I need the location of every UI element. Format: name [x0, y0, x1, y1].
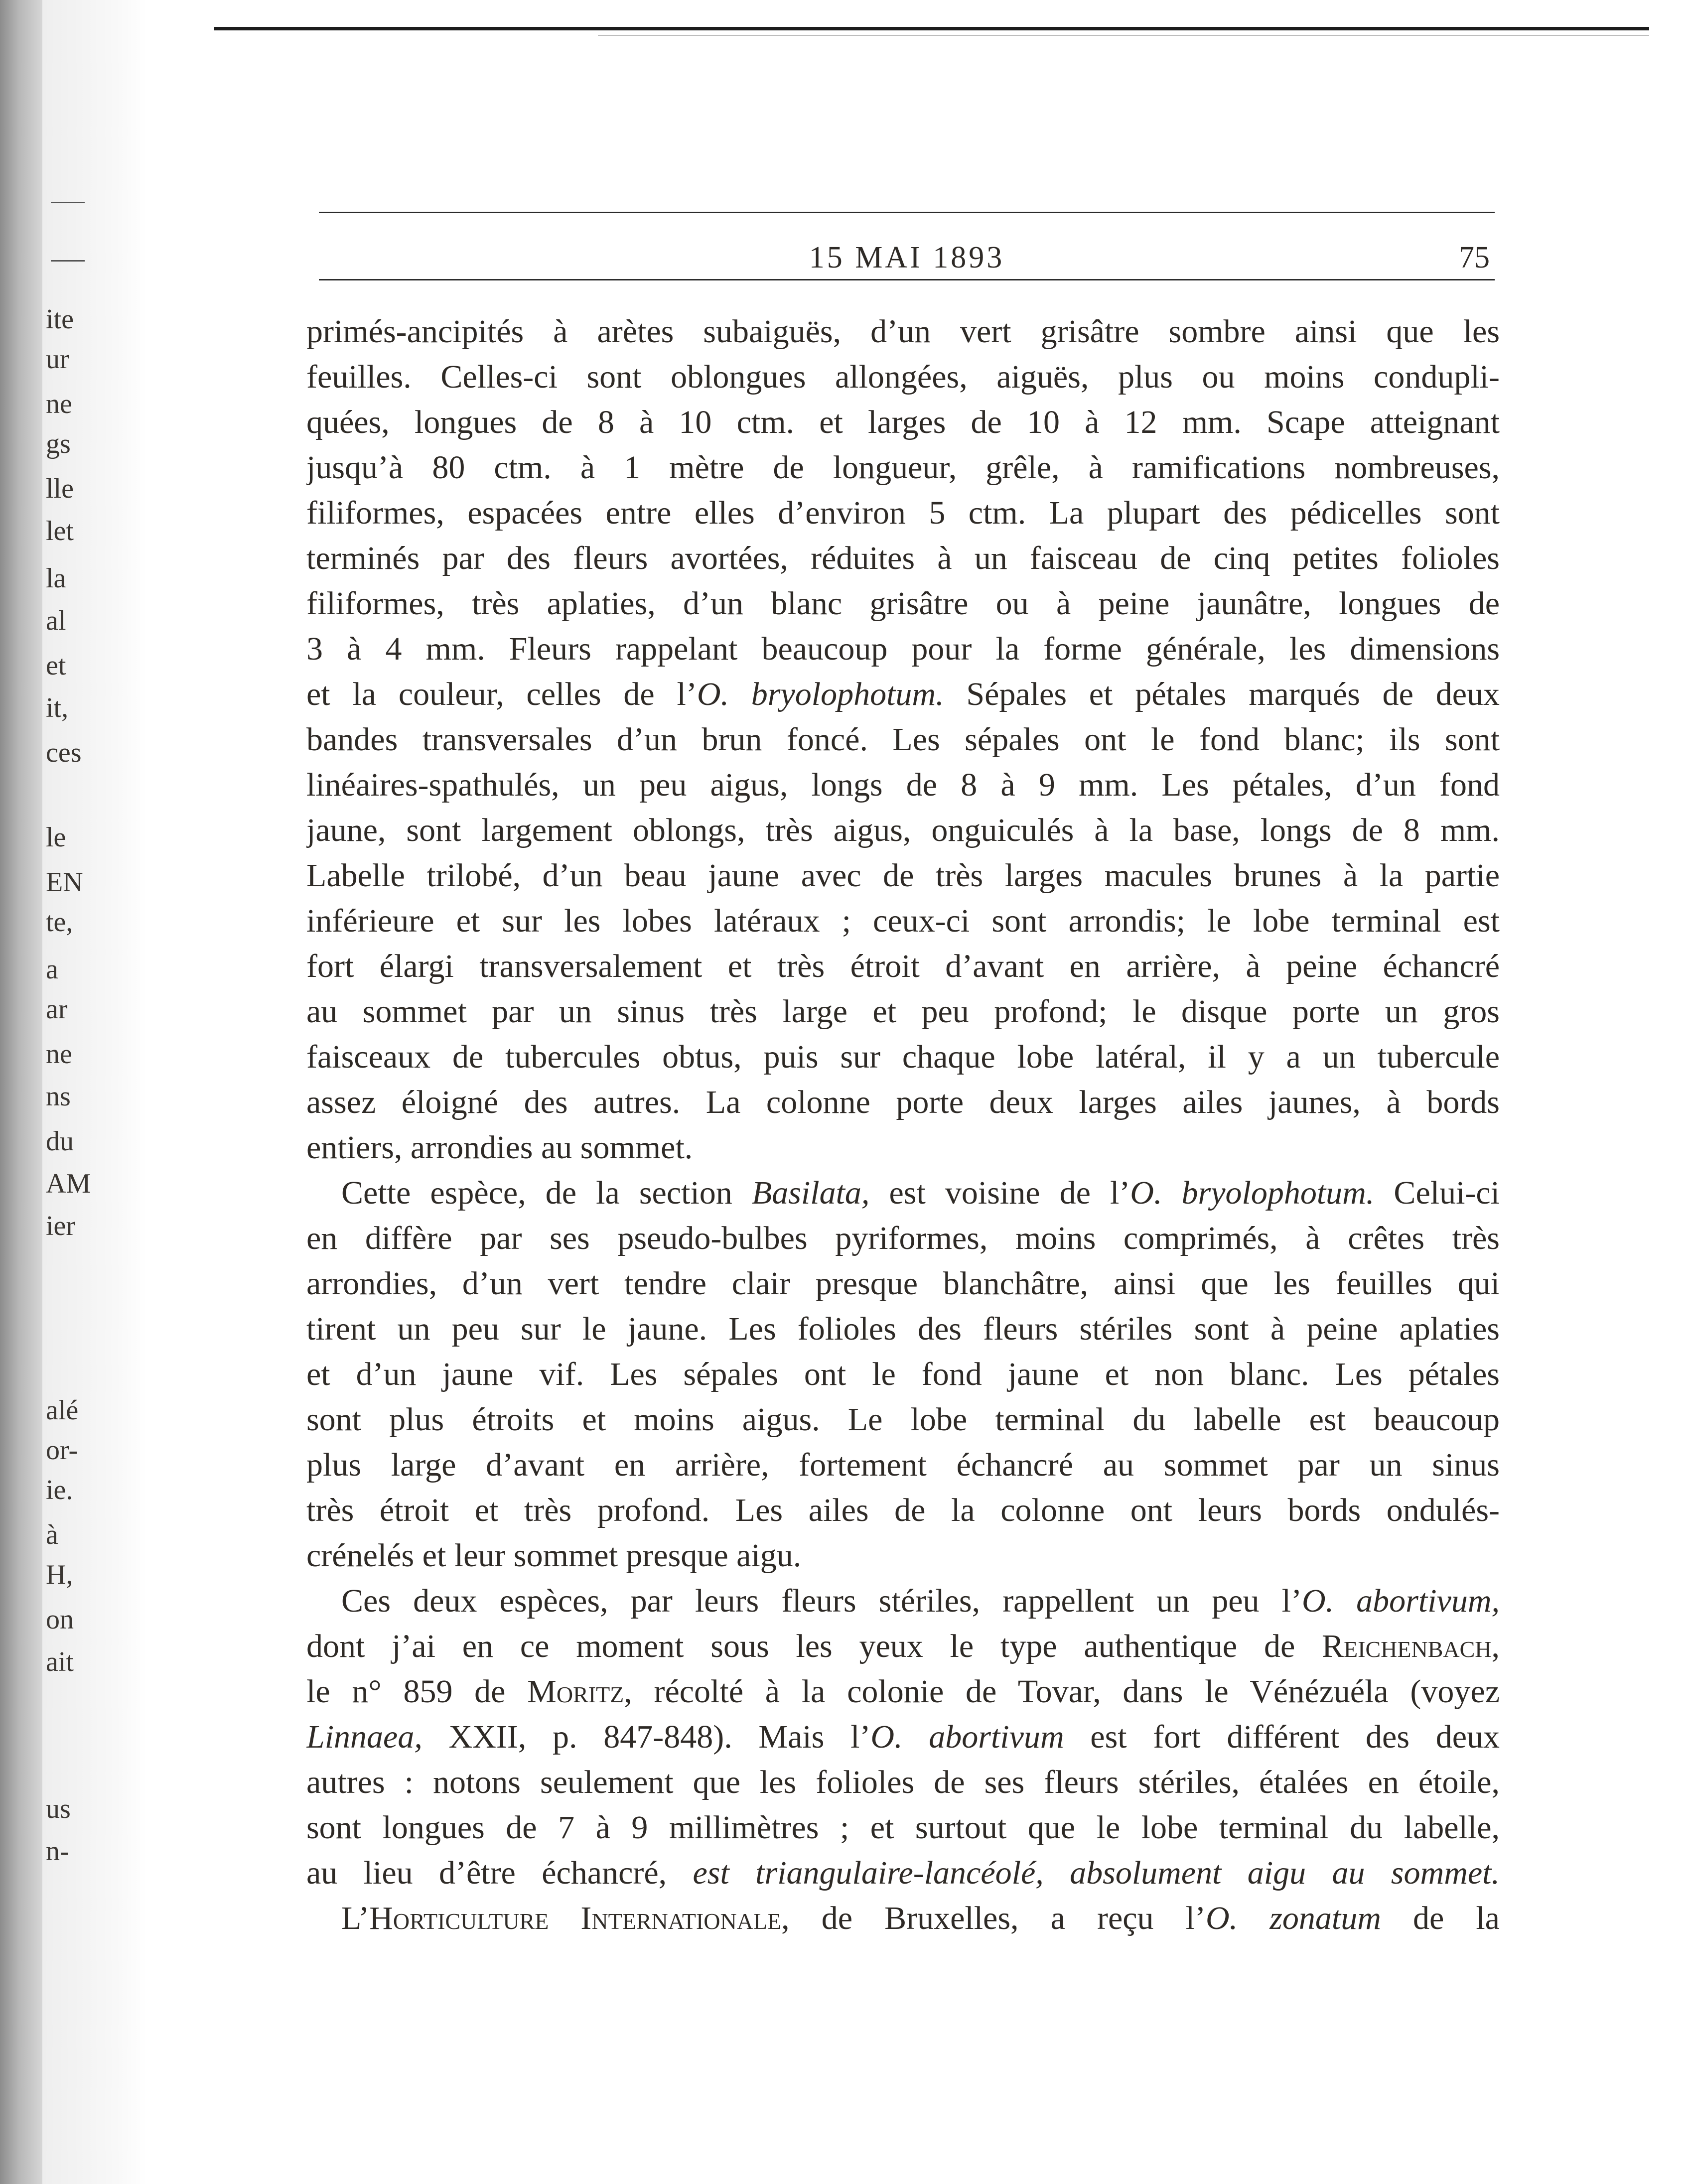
text-line	[306, 1442, 1500, 1488]
text-run: assez éloigné des autres. La colonne porte deux larges ailes jaunes, à bords	[306, 1084, 1500, 1120]
text-line	[306, 1261, 1500, 1306]
text-run: crénelés et leur sommet presque aigu.	[306, 1537, 802, 1574]
scan-shadow-left	[0, 0, 42, 2184]
text-run: et d’un jaune vif. Les sépales ont le fond jaune et non blanc. Les pétales	[306, 1356, 1500, 1392]
scan-top-edge-faint	[598, 35, 1649, 36]
text-line	[306, 1080, 1500, 1125]
text-line	[306, 1760, 1500, 1805]
margin-fragment: ait	[46, 1646, 74, 1677]
margin-rule	[51, 202, 85, 203]
italic-text: O. zonatum	[1205, 1900, 1381, 1936]
text-run: en diffère par ses pseudo-bulbes pyriformes, moins comprimés, à crêtes très	[306, 1220, 1500, 1256]
text-run: Celui-ci	[1374, 1175, 1500, 1211]
header-date: 15 MAI 1893	[809, 241, 1005, 274]
text-run: inférieure et sur les lobes latéraux ; ceux-ci sont arrondis; le lobe terminal est	[306, 903, 1500, 939]
text-run: dont j’ai en ce moment sous les yeux le type authentique de	[306, 1628, 1322, 1664]
margin-fragment: ur	[46, 344, 69, 375]
text-line	[306, 1216, 1500, 1261]
text-run: Labelle trilobé, d’un beau jaune avec de très larges macules brunes à la partie	[306, 857, 1500, 894]
margin-fragment: le	[46, 822, 66, 853]
text-line	[306, 400, 1500, 445]
text-line	[306, 536, 1500, 581]
text-line	[306, 762, 1500, 808]
margin-fragment: ar	[46, 994, 68, 1025]
scan-top-edge	[214, 27, 1649, 30]
margin-fragment: n-	[46, 1836, 69, 1867]
small-caps-text: Reichenbach,	[1322, 1628, 1500, 1664]
text-run: Cette espèce, de la section	[341, 1175, 752, 1211]
text-run: linéaires-spathulés, un peu aigus, longs de 8 à 9 mm. Les pétales, d’un fond	[306, 767, 1500, 803]
text-line	[306, 626, 1500, 672]
italic-text: est triangulaire-lancéolé, absolument aigu au sommet.	[693, 1855, 1500, 1891]
text-line	[306, 1578, 1500, 1624]
text-run: au lieu d’être échancré,	[306, 1855, 693, 1891]
margin-fragment: ne	[46, 389, 72, 419]
text-run: et la couleur, celles de l’	[306, 676, 697, 712]
margin-fragment: alé	[46, 1395, 79, 1426]
margin-fragment: AM	[46, 1168, 91, 1199]
text-run: terminés par des fleurs avortées, réduites à un faisceau de cinq petites folioles	[306, 540, 1500, 576]
header-rule-bottom	[319, 279, 1495, 280]
text-line	[306, 944, 1500, 989]
text-line	[306, 1488, 1500, 1533]
margin-fragment: gs	[46, 428, 71, 459]
italic-text: Linnaea,	[306, 1719, 422, 1755]
margin-fragment: al	[46, 605, 66, 636]
margin-fragment: H,	[46, 1559, 73, 1590]
text-run: plus large d’avant en arrière, fortement échancré au sommet par un sinus	[306, 1447, 1500, 1483]
text-run: bandes transversales d’un brun foncé. Les sépales ont le fond blanc; ils sont	[306, 721, 1500, 758]
text-line	[306, 1397, 1500, 1442]
italic-text: O. abortivum	[870, 1719, 1064, 1755]
text-line	[306, 309, 1500, 354]
margin-fragment: à	[46, 1519, 58, 1550]
text-line	[306, 1170, 1500, 1216]
header-rule-top	[319, 212, 1495, 213]
italic-text: O. bryolophotum.	[697, 676, 944, 712]
small-caps-text: Horticulture Internationale,	[369, 1900, 790, 1936]
text-run: autres : notons seulement que les folioles de ses fleurs stériles, étalées en étoile,	[306, 1764, 1500, 1800]
text-run: jaune, sont largement oblongs, très aigus, onguiculés à la base, longs de 8 mm.	[306, 812, 1500, 848]
text-line	[306, 898, 1500, 944]
margin-fragment: or-	[46, 1435, 78, 1466]
text-run: sont plus étroits et moins aigus. Le lobe terminal du labelle est beaucoup	[306, 1401, 1500, 1438]
text-run: faisceaux de tubercules obtus, puis sur chaque lobe latéral, il y a un tubercule	[306, 1039, 1500, 1075]
text-line	[306, 581, 1500, 626]
margin-fragment: it,	[46, 692, 69, 723]
text-run: L’	[341, 1900, 370, 1936]
text-line	[306, 808, 1500, 853]
body-text	[306, 309, 1500, 1941]
text-run: Ces deux espèces, par leurs fleurs stériles, rappellent un peu l’	[341, 1583, 1302, 1619]
margin-fragment: on	[46, 1604, 74, 1635]
text-run: tirent un peu sur le jaune. Les folioles des fleurs stériles sont à peine aplaties	[306, 1311, 1500, 1347]
text-run: primés-ancipités à arètes subaiguës, d’un vert grisâtre sombre ainsi que les	[306, 313, 1500, 350]
margin-fragment: et	[46, 650, 66, 681]
text-line	[306, 1805, 1500, 1850]
margin-fragment: la	[46, 563, 66, 594]
margin-fragment: us	[46, 1793, 71, 1824]
text-run: XXII, p. 847-848). Mais l’	[422, 1719, 871, 1755]
text-run: au sommet par un sinus très large et peu profond; le disque porte un gros	[306, 993, 1500, 1030]
margin-fragment: ces	[46, 737, 82, 768]
text-run: filiformes, espacées entre elles d’environ 5 ctm. La plupart des pédicelles sont	[306, 495, 1500, 531]
text-run: très étroit et très profond. Les ailes de la colonne ont leurs bords ondulés-	[306, 1492, 1500, 1528]
text-line	[306, 1850, 1500, 1896]
text-line	[306, 354, 1500, 400]
margin-fragment: ne	[46, 1039, 72, 1070]
text-line	[306, 1533, 1500, 1578]
text-line	[306, 490, 1500, 536]
margin-fragment: te,	[46, 907, 73, 938]
text-run: de la	[1381, 1900, 1500, 1936]
margin-fragment: du	[46, 1126, 74, 1157]
text-line	[306, 1896, 1500, 1941]
text-line	[306, 1306, 1500, 1352]
text-line	[306, 445, 1500, 490]
text-run: est voisine de l’	[869, 1175, 1130, 1211]
italic-text: O. abortivum,	[1301, 1583, 1500, 1619]
text-line	[306, 672, 1500, 717]
text-run: de Bruxelles, a reçu l’	[789, 1900, 1206, 1936]
text-line	[306, 1352, 1500, 1397]
text-run: jusqu’à 80 ctm. à 1 mètre de longueur, grêle, à ramifications nombreuses,	[306, 449, 1500, 486]
margin-fragment: ns	[46, 1081, 71, 1112]
small-caps-text: Moritz,	[527, 1673, 632, 1710]
margin-fragment: EN	[46, 867, 83, 898]
text-line	[306, 1125, 1500, 1170]
italic-text: O. bryolophotum.	[1130, 1175, 1375, 1211]
text-line	[306, 853, 1500, 898]
text-run: entiers, arrondies au sommet.	[306, 1129, 693, 1166]
text-run: sont longues de 7 à 9 millimètres ; et surtout que le lobe terminal du labelle,	[306, 1809, 1500, 1846]
margin-fragment: ite	[46, 304, 74, 335]
page-number: 75	[1459, 241, 1490, 274]
text-run: filiformes, très aplaties, d’un blanc grisâtre ou à peine jaunâtre, longues de	[306, 585, 1500, 622]
text-line	[306, 989, 1500, 1034]
text-run: quées, longues de 8 à 10 ctm. et larges de 10 à 12 mm. Scape atteignant	[306, 404, 1500, 440]
text-line	[306, 1669, 1500, 1714]
text-run: récolté à la colonie de Tovar, dans le Vénézuéla (voyez	[632, 1673, 1500, 1710]
text-run: fort élargi transversalement et très étroit d’avant en arrière, à peine échancré	[306, 948, 1500, 984]
text-run: 3 à 4 mm. Fleurs rappelant beaucoup pour la forme générale, les dimensions	[306, 631, 1500, 667]
italic-text: Basilata,	[751, 1175, 870, 1211]
margin-fragment: ier	[46, 1211, 76, 1241]
text-run: arrondies, d’un vert tendre clair presque blanchâtre, ainsi que les feuilles qui	[306, 1265, 1500, 1302]
running-head	[319, 240, 1495, 275]
text-line	[306, 1624, 1500, 1669]
text-run: le n° 859 de	[306, 1673, 528, 1710]
text-run: est fort différent des deux	[1064, 1719, 1500, 1755]
margin-fragment: let	[46, 516, 74, 546]
text-line	[306, 717, 1500, 762]
margin-fragment: ie.	[46, 1475, 73, 1505]
text-run: Sépales et pétales marqués de deux	[944, 676, 1500, 712]
text-line	[306, 1714, 1500, 1760]
text-line	[306, 1034, 1500, 1080]
margin-rule	[51, 260, 85, 262]
text-run: feuilles. Celles-ci sont oblongues allongées, aiguës, plus ou moins condupli-	[306, 359, 1500, 395]
margin-fragment: lle	[46, 473, 74, 504]
margin-fragment: a	[46, 954, 58, 985]
